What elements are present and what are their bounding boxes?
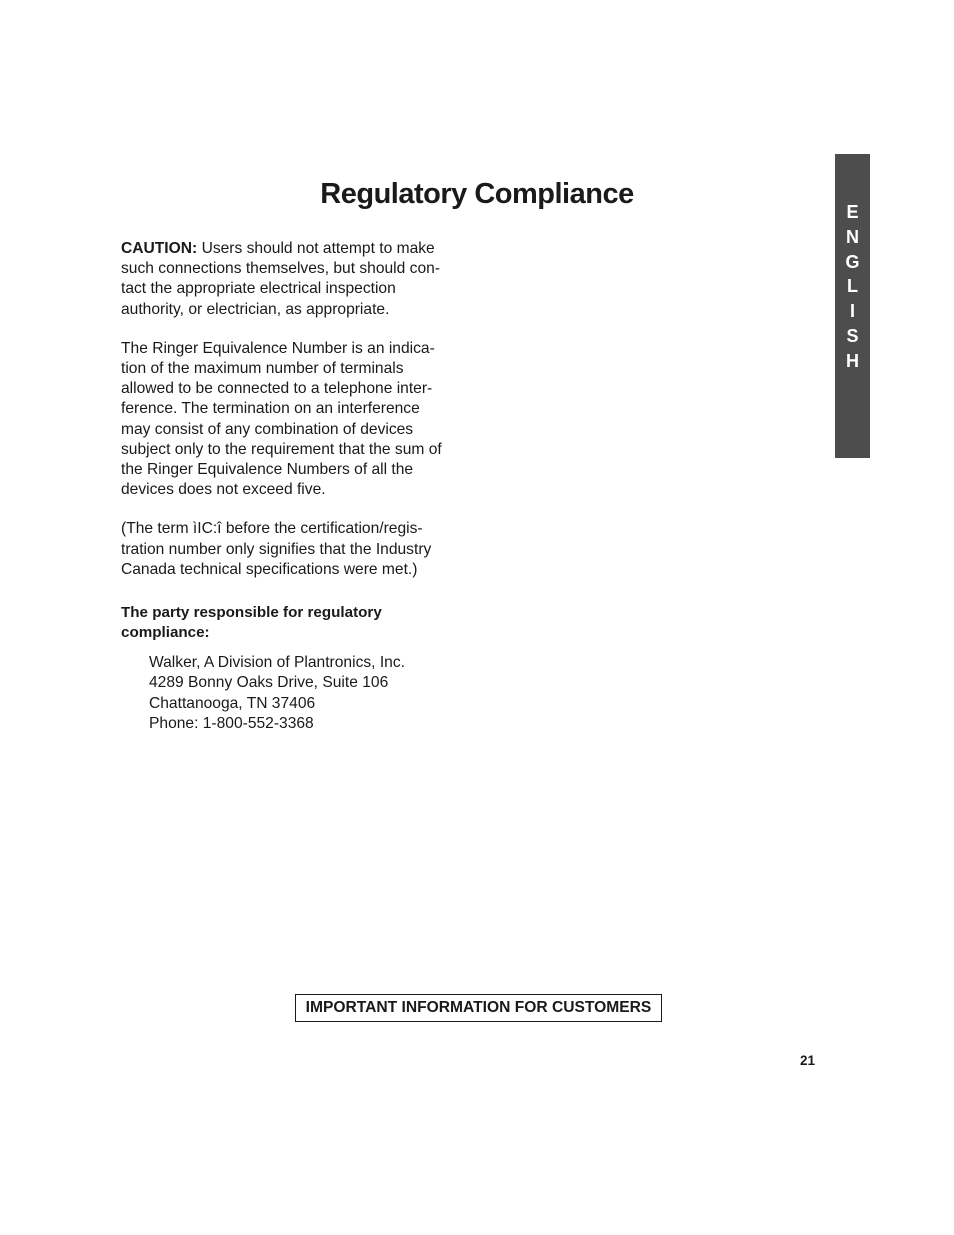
ren-line: ference. The termination on an interference xyxy=(121,400,420,418)
responsible-party-heading xyxy=(121,599,466,643)
ic-paragraph xyxy=(121,519,466,580)
ren-line: the Ringer Equivalence Numbers of all the xyxy=(121,461,414,479)
language-tab-letter: G xyxy=(845,251,860,272)
ren-line: allowed to be connected to a telephone inter- xyxy=(121,380,433,398)
page-title: Regulatory Compliance xyxy=(320,178,634,210)
ic-line: Canada technical specifications were met.) xyxy=(121,560,418,578)
ren-line: The Ringer Equivalence Number is an indica- xyxy=(121,339,435,357)
language-tab-letter: S xyxy=(846,325,859,346)
responsible-party-heading-line: compliance: xyxy=(121,624,210,642)
caution-line: such connections themselves, but should con- xyxy=(121,260,440,278)
address-line: 4289 Bonny Oaks Drive, Suite 106 xyxy=(149,674,389,692)
caution-line: Users should not attempt to make xyxy=(201,240,435,257)
ren-line: tion of the maximum number of terminals xyxy=(121,360,404,378)
ren-line: devices does not exceed five. xyxy=(121,481,326,499)
language-tab-letter: L xyxy=(847,276,858,297)
address-line: Walker, A Division of Plantronics, Inc. xyxy=(149,654,405,672)
ren-line: subject only to the requirement that the sum of xyxy=(121,440,442,458)
caution-line: authority, or electrician, as appropriate. xyxy=(121,300,390,318)
language-tab-letter: E xyxy=(846,202,859,222)
language-tab-english xyxy=(835,154,870,458)
caution-line: tact the appropriate electrical inspection xyxy=(121,280,396,298)
language-tab-letter: N xyxy=(846,226,859,247)
body-column xyxy=(121,239,466,735)
responsible-party-heading-line: The party responsible for regulatory xyxy=(121,604,382,622)
caution-paragraph xyxy=(121,239,466,320)
language-tab-letter: H xyxy=(846,350,859,371)
language-tab-letter: I xyxy=(849,301,855,322)
phone-number: Phone: 1-800-552-3368 xyxy=(149,715,314,733)
ic-line: tration number only signifies that the Industry xyxy=(121,540,432,558)
caution-label: CAUTION: xyxy=(121,240,198,257)
ren-line: may consist of any combination of devices xyxy=(121,420,414,438)
ic-line: (The term ìIC:î before the certification/regis- xyxy=(121,520,423,538)
important-information-box: IMPORTANT INFORMATION FOR CUSTOMERS xyxy=(295,994,662,1022)
ren-paragraph xyxy=(121,339,466,501)
page-number: 21 xyxy=(800,1053,816,1068)
address-line: Chattanooga, TN 37406 xyxy=(149,694,316,712)
responsible-party-address xyxy=(149,653,466,735)
